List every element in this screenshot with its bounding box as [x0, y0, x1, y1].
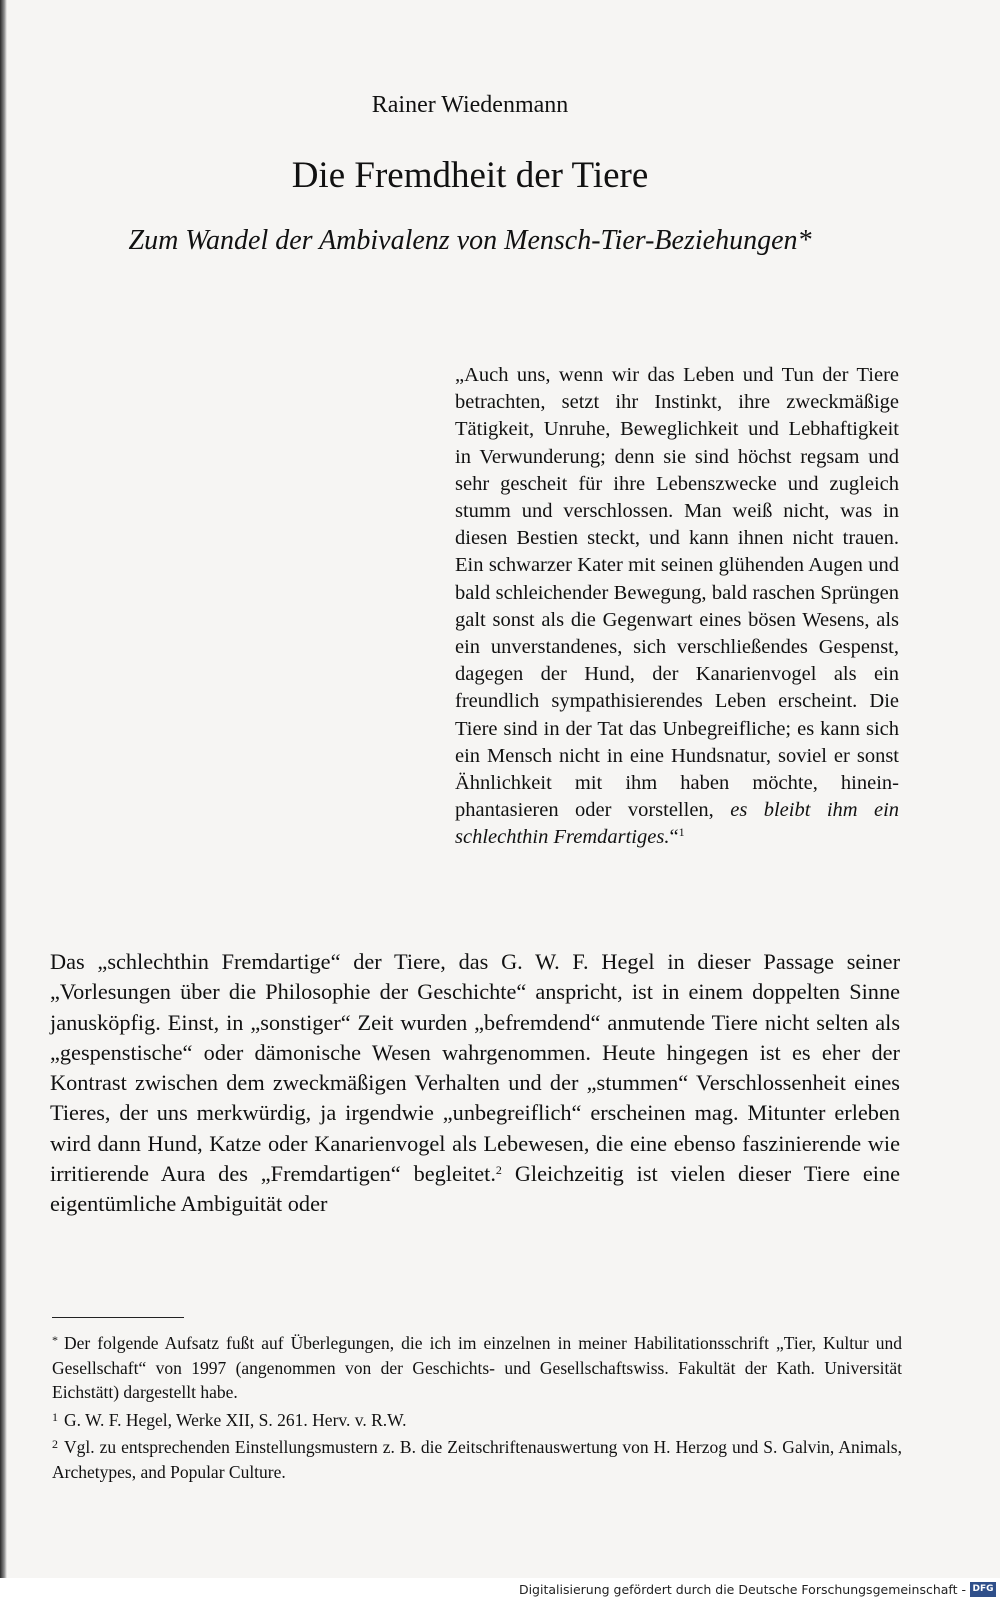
- body-text-part1: Das „schlechthin Fremdartige“ der Tiere, das G. W. F. Hegel in dieser Passage seiner „Vorlesungen über die Philosophie der Geschichte“ anspricht, ist in einem doppelten Sinne janusköpfig. Einst, in „sonstiger“ Zeit wurden „befremdend“ anmutende Tiere nicht selten als „gespenstische“ oder dämonische Wesen wahrgenommen. Heute hingegen ist es eher der Kontrast zwischen dem zweckmäßigen Verhalten und der „stummen“ Verschlossenheit eines Tieres, der uns merkwürdig, ja irgendwie „unbegreiflich“ erscheinen mag. Mitunter erleben wird dann Hund, Katze oder Kanarienvogel als Lebewesen, die eine ebenso faszinierende wie irritierende Aura des „Fremdartigen“ begleitet.: [50, 949, 900, 1187]
- footnote-star: [52, 1328, 902, 1405]
- footnote-text: Der folgende Aufsatz fußt auf Überlegungen, die ich im einzelnen in meiner Habilitationsschrift „Tier, Kultur und Gesellschaft“ von 1997 (angenommen von der Geschichts- und Gesellschaftswiss. Fakultät der Kath. Universität Eichstätt) dargestellt habe.: [52, 1333, 902, 1402]
- footnote-mark: 2: [52, 1437, 58, 1451]
- epigraph-closing-quote: “: [669, 826, 679, 849]
- dfg-logo[interactable]: DFG: [970, 1582, 996, 1597]
- footnote-mark: 1: [52, 1409, 58, 1424]
- digitization-footer: [0, 1578, 1000, 1600]
- footnote-text: G. W. F. Hegel, Werke XII, S. 261. Herv. v. R.W.: [64, 1409, 407, 1430]
- footnote-2: [52, 1432, 902, 1484]
- epigraph-text: „Auch uns, wenn wir das Leben und Tun der Tiere betrachten, setzt ihr Instinkt, ihre zweckmäßige Tätigkeit, Unruhe, Beweglichkeit und Lebhaftigkeit in Verwunderung; denn sie sind höchst regsam und sehr gescheit für ihre Lebenszwecke und zugleich stumm und verschlossen. Man weiß nicht, was in diesen Bestien steckt, und kann ihnen nicht trauen. Ein schwarzer Kater mit seinen glühenden Augen und bald schleichender Bewegung, bald raschen Sprüngen galt sonst als die Gegenwart eines bösen Wesens, als ein unverstandenes, sich verschließendes Gespenst, dagegen der Hund, der Kanarienvogel als ein freundlich sympathisierendes Leben erscheint. Die Tiere sind in der Tat das Unbegreifliche; es kann sich ein Mensch nicht in eine Hundsnatur, soviel er sonst Ähnlichkeit mit ihm haben möchte, hineinphantasieren oder vorstellen,: [455, 364, 899, 822]
- footnote-mark: *: [52, 1333, 58, 1347]
- epigraph-quote: [455, 362, 899, 852]
- footnote-ref-2[interactable]: 2: [495, 1163, 502, 1178]
- epigraph-emphasis: es bleibt ihm ein schlechthin Fremdartiges.: [455, 799, 900, 849]
- article-title: Die Fremdheit der Tiere: [291, 155, 649, 196]
- article-subtitle: Zum Wandel der Ambivalenz von Mensch-Tier-Beziehungen*: [128, 225, 812, 256]
- author-name: Rainer Wiedenmann: [371, 92, 569, 118]
- footnote-text: Vgl. zu entsprechenden Einstellungsmustern z. B. die Zeitschriftenauswertung von H. Herzog und S. Galvin, Animals, Archetypes, and Popular Culture.: [52, 1437, 902, 1482]
- footnote-1: [52, 1405, 902, 1433]
- body-text-part2: Gleichzeitig ist vielen dieser Tiere eine eigentümliche Ambiguität oder: [50, 1161, 900, 1217]
- footnote-separator: [52, 1317, 184, 1318]
- digitization-credit: Digitalisierung gefördert durch die Deutsche Forschungsgemeinschaft -: [518, 1582, 966, 1597]
- footnote-ref-1[interactable]: 1: [678, 825, 685, 840]
- footnotes: [52, 1328, 902, 1484]
- body-paragraph: [50, 947, 900, 1220]
